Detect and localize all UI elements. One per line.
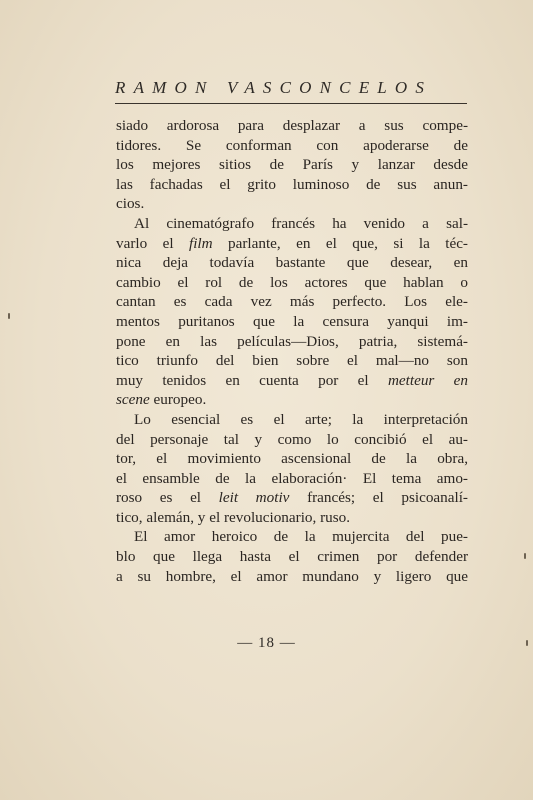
margin-mark bbox=[526, 640, 528, 646]
text-line bbox=[116, 508, 468, 528]
text-run: siado ardorosa para desplazar a sus compe- bbox=[116, 117, 468, 134]
italic-run: scene bbox=[116, 391, 150, 409]
text-line bbox=[116, 214, 468, 234]
text-run: cios. bbox=[116, 195, 145, 213]
text-run: europeo. bbox=[149, 391, 207, 409]
text-run: muy tenidos en cuenta por el bbox=[116, 371, 388, 389]
text-line bbox=[116, 234, 468, 254]
text-line bbox=[116, 194, 468, 214]
text-run: tico, alemán, y el revolucionario, ruso. bbox=[116, 508, 351, 526]
text-line bbox=[116, 351, 468, 371]
text-line bbox=[116, 175, 468, 195]
text-run: el ensamble de la elaboración· El tema amo- bbox=[116, 469, 468, 487]
running-header: RAMON VASCONCELOS bbox=[115, 78, 433, 97]
text-line bbox=[116, 488, 468, 508]
text-run: nica deja todavía bastante que desear, en bbox=[116, 254, 468, 272]
text-line bbox=[116, 430, 468, 450]
text-run: varlo el bbox=[116, 234, 189, 252]
text-run: tico triunfo del bien sobre el mal—no son bbox=[116, 352, 468, 370]
text-run: mentos puritanos que la censura yanqui im- bbox=[116, 312, 468, 330]
text-run: tor, el movimiento ascensional de la obra, bbox=[116, 450, 468, 468]
text-line bbox=[116, 253, 468, 273]
text-line bbox=[116, 527, 468, 547]
text-line bbox=[116, 332, 468, 352]
text-run: pone en las películas—Dios, patria, sistemá- bbox=[116, 332, 468, 350]
text-line bbox=[116, 469, 468, 489]
text-run: blo que llega hasta el crimen por defender bbox=[116, 548, 468, 566]
text-line bbox=[116, 292, 468, 312]
text-line bbox=[116, 155, 468, 175]
text-run: las fachadas el grito luminoso de sus anun- bbox=[116, 175, 468, 193]
italic-run: metteur en bbox=[387, 371, 468, 389]
text-line bbox=[116, 410, 468, 430]
italic-run: leit motiv bbox=[218, 489, 290, 507]
italic-run: film bbox=[188, 234, 213, 252]
text-run: a su hombre, el amor mundano y ligero que bbox=[116, 567, 468, 585]
text-run: roso es el bbox=[116, 489, 219, 507]
text-run: cambio el rol de los actores que hablan o bbox=[116, 273, 468, 291]
text-run: francés; el psicoanalí- bbox=[289, 489, 468, 507]
text-line bbox=[116, 116, 468, 136]
text-line bbox=[116, 449, 468, 469]
text-line bbox=[116, 312, 468, 332]
text-line bbox=[116, 567, 468, 587]
text-line bbox=[116, 547, 468, 567]
text-line bbox=[116, 136, 468, 156]
text-line bbox=[116, 273, 468, 293]
text-run: parlante, en el que, si la téc- bbox=[212, 234, 468, 252]
body-text bbox=[116, 116, 468, 586]
page-number: — 18 — bbox=[237, 635, 296, 651]
text-run: los mejores sitios de París y lanzar desde bbox=[116, 156, 468, 174]
text-run: Lo esencial es el arte; la interpretación bbox=[134, 410, 468, 428]
margin-mark bbox=[524, 553, 526, 559]
text-run: El amor heroico de la mujercita del pue- bbox=[134, 528, 468, 546]
text-line bbox=[116, 390, 468, 410]
text-run: cantan es cada vez más perfecto. Los ele- bbox=[116, 293, 468, 311]
header-rule bbox=[115, 103, 467, 104]
text-line bbox=[116, 371, 468, 391]
text-run: Al cinematógrafo francés ha venido a sal- bbox=[134, 214, 468, 232]
text-run: tidores. Se conforman con apoderarse de bbox=[116, 136, 468, 154]
margin-mark bbox=[8, 313, 10, 319]
text-run: del personaje tal y como lo concibió el au- bbox=[116, 430, 468, 448]
